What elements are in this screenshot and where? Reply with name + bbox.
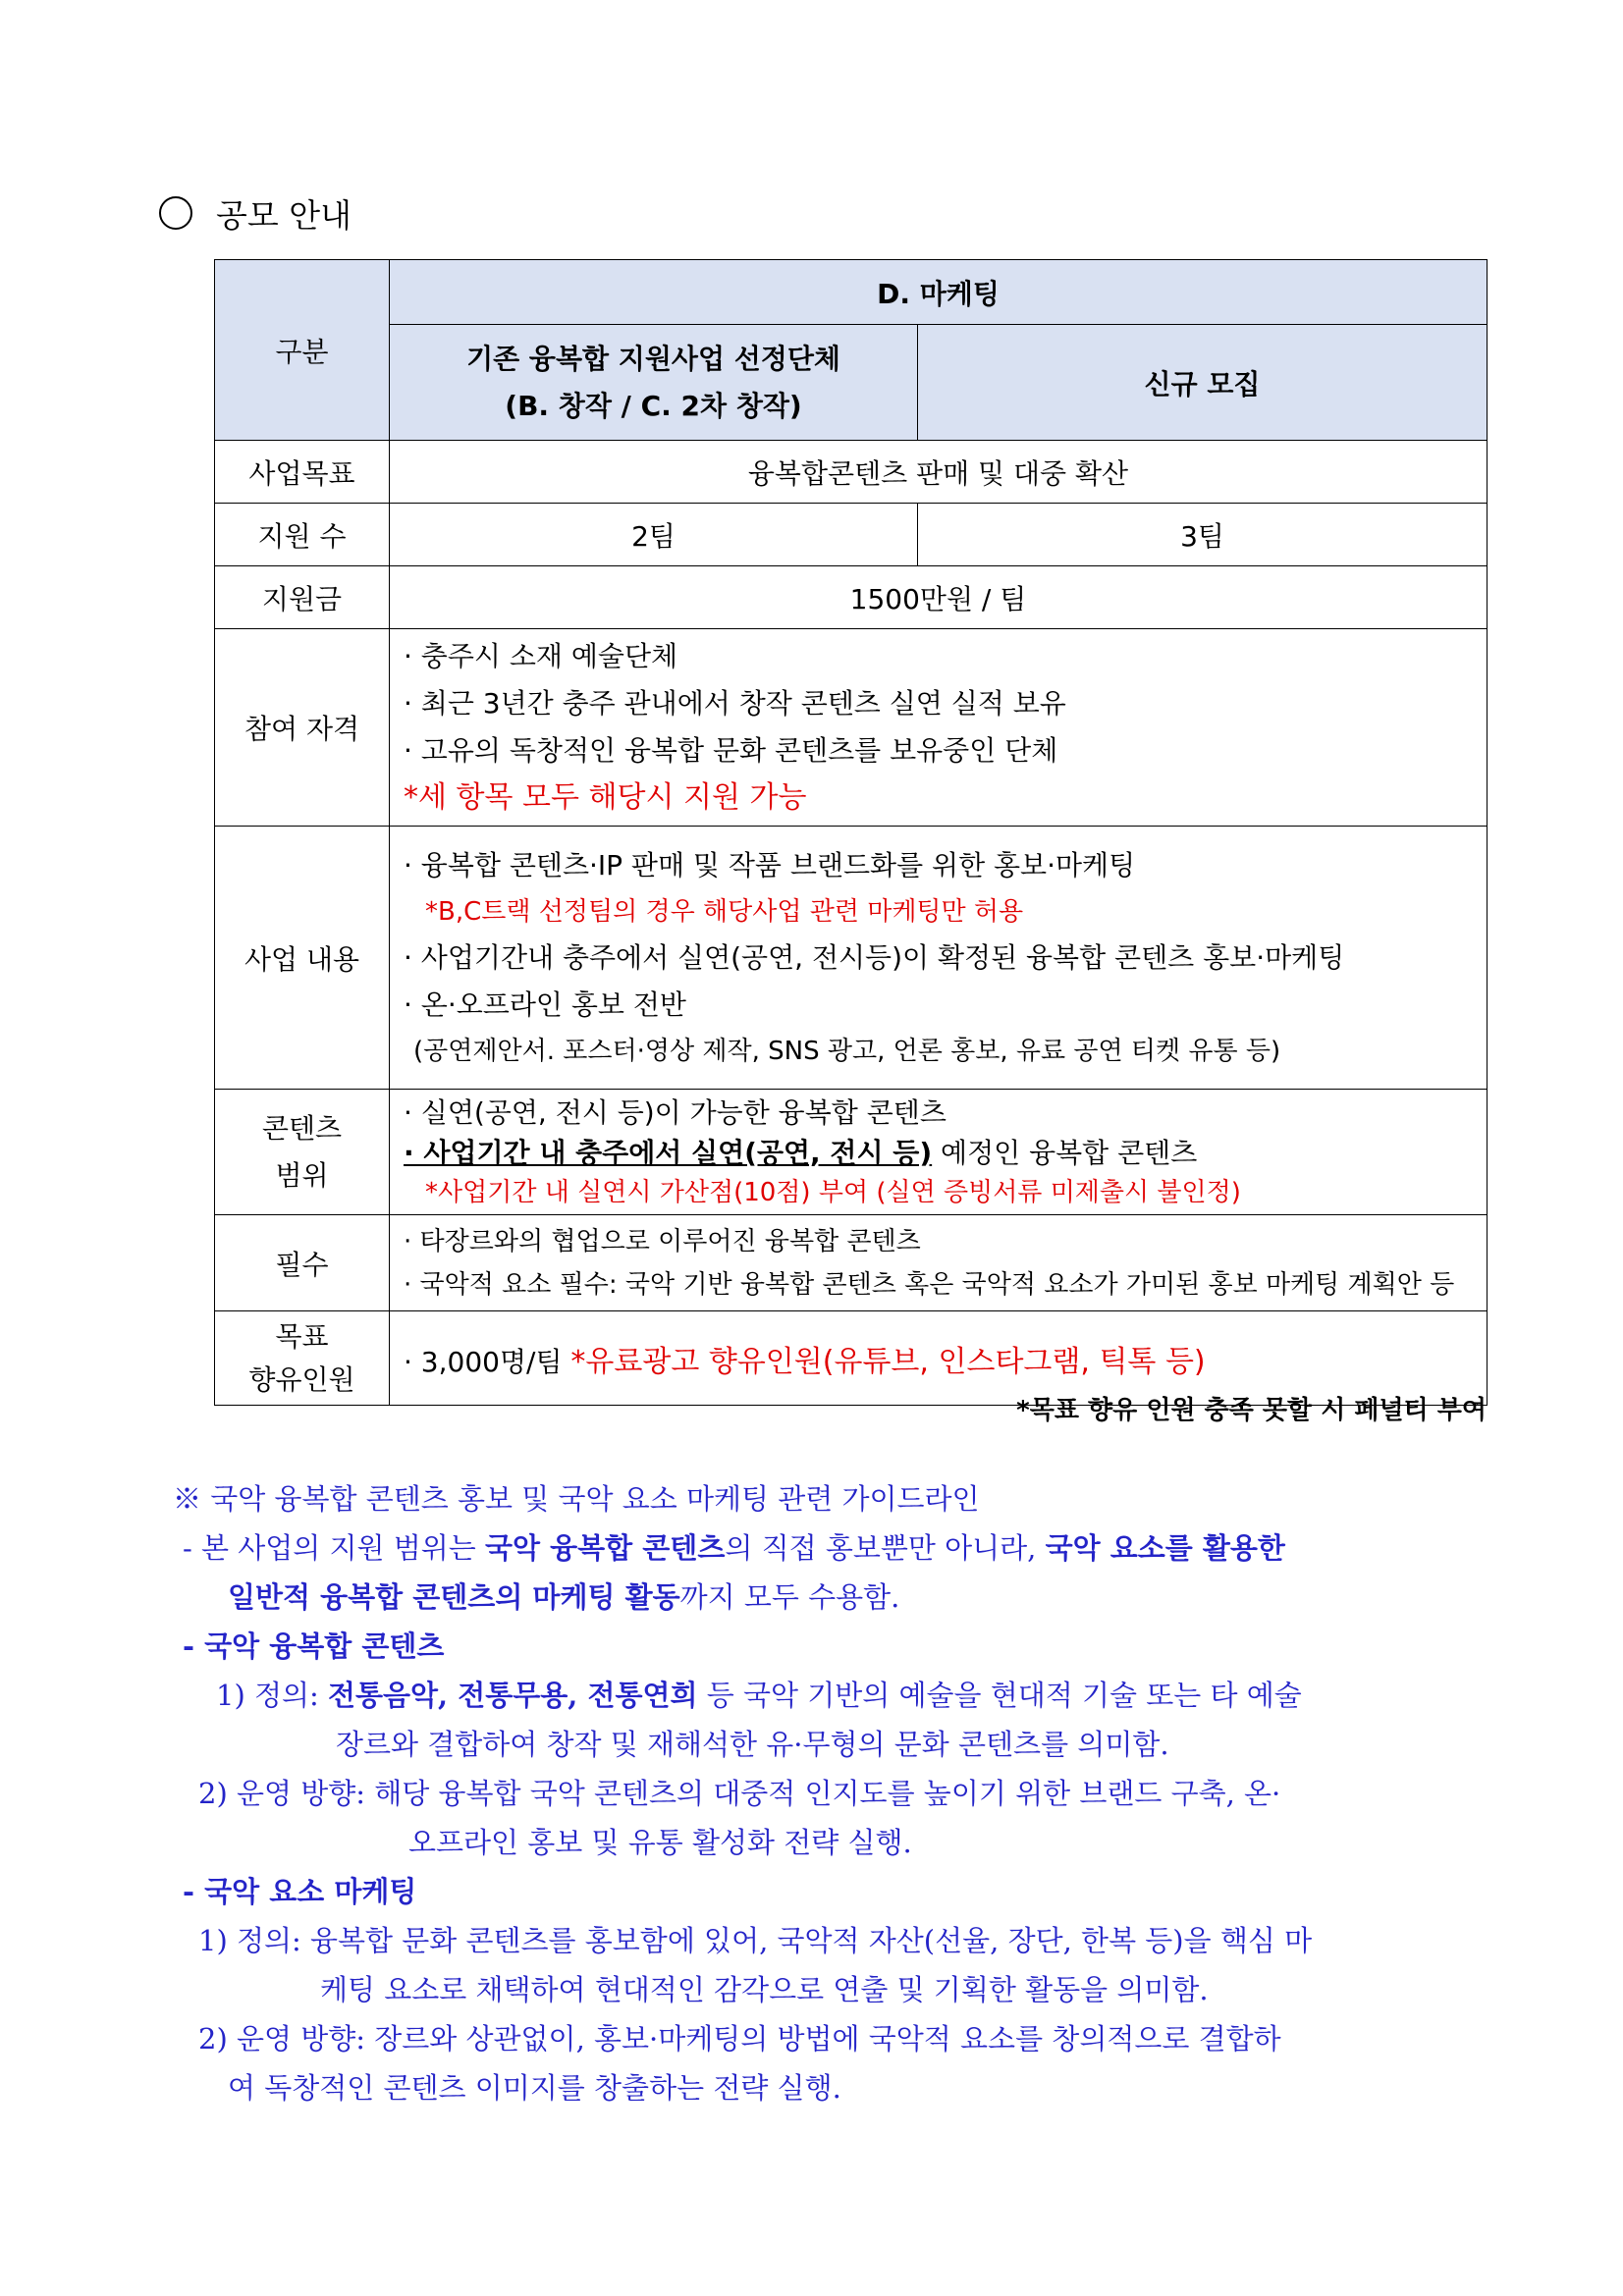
content-item: · 온·오프라인 홍보 전반: [404, 988, 686, 1021]
content-detail: (공연제안서. 포스터·영상 제작, SNS 광고, 언론 홍보, 유료 공연 티켓 유통 등): [413, 1036, 1281, 1066]
content-label: 사업 내용: [215, 827, 390, 1090]
penalty-note: *목표 향유 인원 충족 못할 시 페널티 부여: [1016, 1396, 1487, 1425]
guideline-bold: 전통음악, 전통무용, 전통연희: [328, 1679, 698, 1712]
required-item: · 타장르와의 협업으로 이루어진 융복합 콘텐츠: [404, 1226, 921, 1256]
guideline-paragraph-line2: 일반적 융복합 콘텐츠의 마케팅 활동까지 모두 수용함.: [228, 1580, 900, 1614]
fund-value: 1500만원 / 팀: [390, 566, 1488, 629]
count-new: 3팀: [918, 504, 1488, 566]
target-label-line1: 목표: [275, 1319, 329, 1353]
guideline-paragraph-line1: - 본 사업의 지원 범위는 국악 융복합 콘텐츠의 직접 홍보뿐만 아니라, 국악 요소를 활용한: [183, 1531, 1285, 1565]
scope-label-line1: 콘텐츠: [261, 1111, 343, 1145]
subsection1-definition-cont: 장르와 결합하여 창작 및 재해석한 유·무형의 문화 콘텐츠를 의미함.: [336, 1728, 1169, 1761]
required-label: 필수: [215, 1215, 390, 1311]
subsection1-operation: 2) 운영 방향: 해당 융복합 국악 콘텐츠의 대중적 인지도를 높이기 위한 브랜드 구축, 온·: [198, 1777, 1281, 1810]
content-note: *B,C트랙 선정팀의 경우 해당사업 관련 마케팅만 허용: [425, 896, 1024, 927]
eligibility-label: 참여 자격: [215, 629, 390, 827]
scope-label: [215, 1090, 390, 1215]
content-item: · 사업기간내 충주에서 실연(공연, 전시등)이 확정된 융복합 콘텐츠 홍보·마케팅: [404, 940, 1345, 974]
subsection2-operation-cont: 여 독창적인 콘텐츠 이미지를 창출하는 전략 실행.: [228, 2071, 841, 2105]
subsection2-definition: 1) 정의: 융복합 문화 콘텐츠를 홍보함에 있어, 국악적 자산(선율, 장단, 한복 등)을 핵심 마: [198, 1924, 1313, 1957]
eligibility-item: · 최근 3년간 충주 관내에서 창작 콘텐츠 실연 실적 보유: [404, 687, 1066, 720]
subsection-title-gugak-content: - 국악 융복합 콘텐츠: [183, 1629, 445, 1663]
eligibility-content: [390, 629, 1488, 827]
guideline-bold: 국악 융복합 콘텐츠: [485, 1531, 726, 1565]
section-title: 공모 안내: [216, 195, 352, 235]
track-header: D. 마케팅: [390, 260, 1488, 325]
goal-value: 융복합콘텐츠 판매 및 대중 확산: [390, 441, 1488, 504]
count-existing: 2팀: [390, 504, 918, 566]
required-content: [390, 1215, 1488, 1311]
subsection-title-gugak-marketing: - 국악 요소 마케팅: [183, 1875, 417, 1908]
subsection1-operation-cont: 오프라인 홍보 및 유통 활성화 전략 실행.: [408, 1826, 912, 1859]
scope-item-rest: 예정인 융복합 콘텐츠: [932, 1136, 1198, 1169]
scope-item: · 실연(공연, 전시 등)이 가능한 융복합 콘텐츠: [404, 1095, 947, 1129]
fund-label: 지원금: [215, 566, 390, 629]
business-content: [390, 827, 1488, 1090]
content-item: · 융복합 콘텐츠·IP 판매 및 작품 브랜드화를 위한 홍보·마케팅: [404, 848, 1136, 881]
subsection1-definition: 1) 정의: 전통음악, 전통무용, 전통연희 등 국악 기반의 예술을 현대적 기술 또는 타 예술: [216, 1679, 1302, 1712]
scope-content: [390, 1090, 1488, 1215]
guideline-bold: 일반적 융복합 콘텐츠의 마케팅 활동: [228, 1580, 680, 1614]
guideline-title: ※ 국악 융복합 콘텐츠 홍보 및 국악 요소 마케팅 관련 가이드라인: [173, 1482, 980, 1516]
circle-bullet-icon: [159, 196, 192, 230]
goal-label: 사업목표: [215, 441, 390, 504]
target-note: *유료광고 향유인원(유튜브, 인스타그램, 틱톡 등): [570, 1344, 1206, 1379]
eligibility-item: · 고유의 독창적인 융복합 문화 콘텐츠를 보유중인 단체: [404, 734, 1058, 767]
existing-teams-header: [390, 325, 918, 441]
target-label-line2: 향유인원: [248, 1362, 355, 1396]
category-header: 구분: [215, 260, 390, 441]
scope-note: *사업기간 내 실연시 가산점(10점) 부여 (실연 증빙서류 미제출시 불인정): [425, 1177, 1241, 1207]
existing-header-line2: (B. 창작 / C. 2차 창작): [505, 389, 802, 422]
target-value: · 3,000명/팀: [404, 1345, 571, 1378]
existing-header-line1: 기존 융복합 지원사업 선정단체: [466, 342, 840, 375]
count-label: 지원 수: [215, 504, 390, 566]
new-recruit-header: 신규 모집: [918, 325, 1488, 441]
eligibility-note: *세 항목 모두 해당시 지원 가능: [404, 780, 807, 815]
eligibility-item: · 충주시 소재 예술단체: [404, 640, 678, 672]
section-heading: [159, 188, 352, 238]
guideline-bold: 국악 요소를 활용한: [1045, 1531, 1285, 1565]
required-item: · 국악적 요소 필수: 국악 기반 융복합 콘텐츠 혹은 국악적 요소가 가미된 홍보 마케팅 계획안 등: [404, 1269, 1455, 1300]
scope-label-line2: 범위: [275, 1158, 329, 1192]
subsection2-operation: 2) 운영 방향: 장르와 상관없이, 홍보·마케팅의 방법에 국악적 요소를 창의적으로 결합하: [198, 2022, 1281, 2056]
recruitment-table: [214, 259, 1488, 1406]
subsection2-definition-cont: 케팅 요소로 채택하여 현대적인 감각으로 연출 및 기획한 활동을 의미함.: [320, 1973, 1209, 2006]
scope-item-bold: · 사업기간 내 충주에서 실연(공연, 전시 등): [404, 1136, 933, 1169]
